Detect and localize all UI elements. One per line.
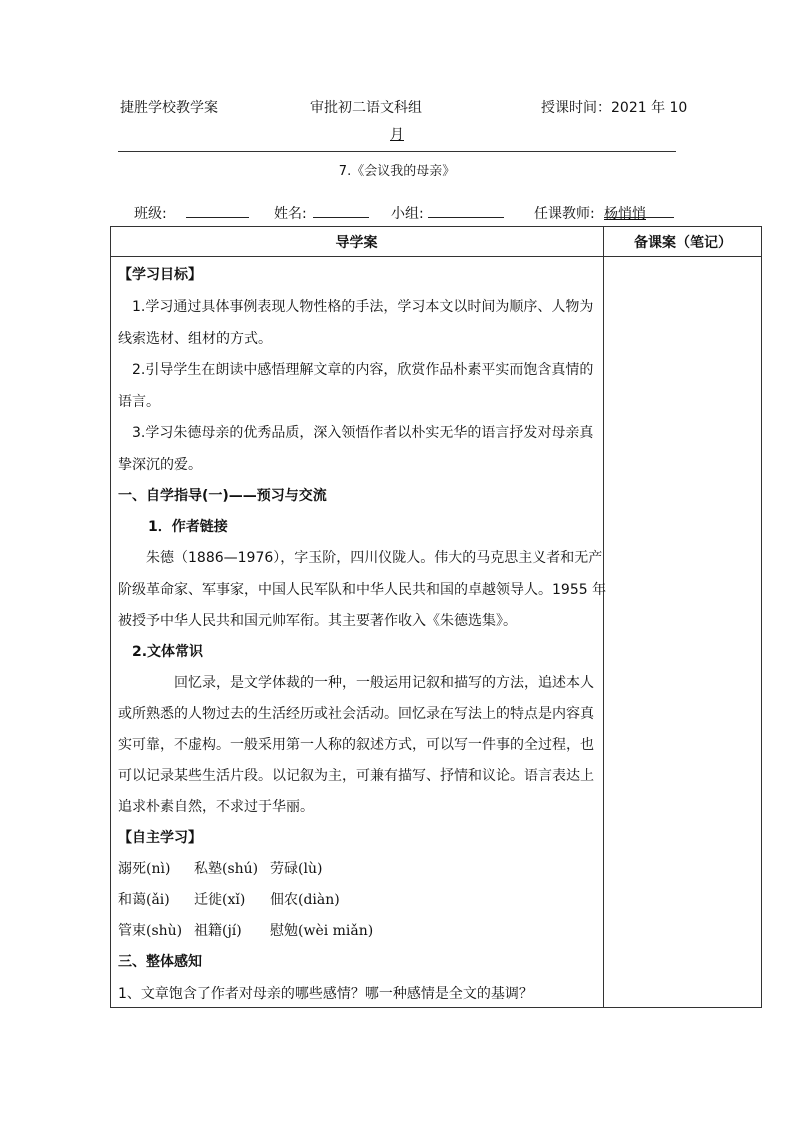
- header-divider: [118, 151, 676, 152]
- genre-line-3: 实可靠，不虚构。一般采用第一人称的叙述方式，可以写一件事的全过程，也: [118, 737, 594, 753]
- genre-line-5: 追求朴素自然，不求过于华丽。: [118, 799, 314, 815]
- lesson-time-label: 授课时间：2021 年 10: [541, 100, 688, 116]
- school-case-label: 捷胜学校教学案: [120, 100, 218, 116]
- group-blank[interactable]: [428, 217, 504, 218]
- section-1-heading: 一、自学指导(一)——预习与交流: [118, 488, 327, 504]
- objective-1-line-2: 线索选材、组材的方式。: [118, 331, 272, 347]
- objectives-heading: 【学习目标】: [118, 267, 202, 283]
- section-3-heading: 三、整体感知: [118, 954, 202, 970]
- lesson-time-month: 月: [390, 127, 404, 143]
- table-column-divider: [603, 226, 604, 1008]
- vocab-item: 佃农(diàn): [270, 892, 340, 908]
- teacher-label: 任课教师:: [534, 206, 595, 222]
- group-label: 小组:: [391, 206, 424, 222]
- genre-line-2: 或所熟悉的人物过去的生活经历或社会活动。回忆录在写法上的特点是内容真: [118, 706, 594, 722]
- vocab-item: 管束(shù): [118, 923, 183, 939]
- genre-line-4: 可以记录某些生活片段。以记叙为主，可兼有描写、抒情和议论。语言表达上: [118, 768, 594, 784]
- name-label: 姓名:: [274, 206, 307, 222]
- teacher-name: 杨悄悄: [604, 206, 646, 222]
- class-label: 班级:: [134, 206, 167, 222]
- document-title: 7.《会议我的母亲》: [338, 164, 456, 179]
- genre-line-1: 回忆录，是文学体裁的一种，一般运用记叙和描写的方法，追述本人: [174, 675, 594, 691]
- objective-3-line-2: 挚深沉的爱。: [118, 457, 202, 473]
- notes-column-heading: 备课案（笔记）: [634, 235, 732, 251]
- genre-heading: 2.文体常识: [132, 644, 204, 660]
- vocab-item: 和蔼(ǎi): [118, 892, 170, 908]
- objective-1-line-1: 1.学习通过具体事例表现人物性格的手法，学习本文以时间为顺序、人物为: [132, 299, 594, 315]
- author-line-3: 被授予中华人民共和国元帅军衔。其主要著作收入《朱德选集》。: [118, 613, 517, 629]
- question-1: 1、文章饱含了作者对母亲的哪些感情？哪一种感情是全文的基调？: [118, 986, 533, 1002]
- author-line-2: 阶级革命家、军事家，中国人民军队和中华人民共和国的卓越领导人。1955 年: [118, 582, 607, 598]
- review-group-label: 审批初二语文科组: [310, 100, 422, 116]
- vocab-item: 迁徙(xǐ): [194, 892, 246, 908]
- page-header: [120, 97, 688, 117]
- self-study-heading: 【自主学习】: [118, 830, 202, 846]
- vocab-item: 慰勉(wèi miǎn): [270, 923, 374, 939]
- objective-2-line-1: 2.引导学生在朗读中感悟理解文章的内容，欣赏作品朴素平实而饱含真情的: [132, 362, 594, 378]
- class-blank[interactable]: [186, 217, 249, 218]
- teacher-blank: [604, 217, 674, 218]
- vocab-item: 劳碌(lù): [270, 861, 323, 877]
- objective-2-line-2: 语言。: [118, 394, 160, 410]
- objective-3-line-1: 3.学习朱德母亲的优秀品质，深入领悟作者以朴实无华的语言抒发对母亲真: [132, 425, 594, 441]
- name-blank[interactable]: [313, 217, 369, 218]
- vocab-item: 私塾(shú): [194, 861, 259, 877]
- author-line-1: 朱德（1886—1976），字玉阶，四川仪陇人。伟大的马克思主义者和无产: [146, 550, 603, 566]
- author-link-heading: 1．作者链接: [148, 519, 228, 535]
- table-header-divider: [110, 256, 762, 257]
- vocab-item: 溺死(nì): [118, 861, 171, 877]
- guide-column-heading: 导学案: [335, 235, 378, 251]
- vocab-item: 祖籍(jí): [194, 923, 242, 939]
